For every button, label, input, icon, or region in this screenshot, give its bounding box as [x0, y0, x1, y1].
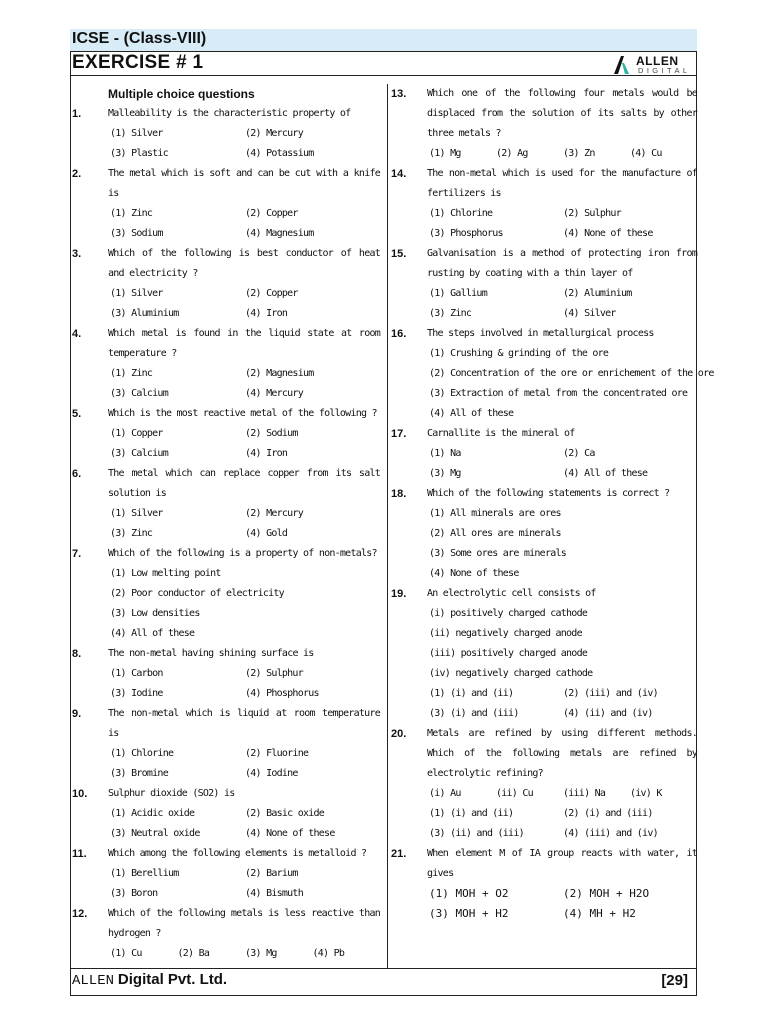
question-number: 2.	[72, 168, 82, 180]
question-item	[72, 544, 380, 644]
question-number: 11.	[72, 848, 87, 860]
option-item: (4) None of these	[245, 828, 335, 839]
option-item: (4) Gold	[245, 528, 288, 539]
options-grid	[429, 144, 697, 164]
option-item: (3) Low densities	[110, 608, 200, 619]
question-text: Metals are refined by using different methods. Which of the following metals are refined by electrolytic refining?	[427, 728, 697, 779]
question-item	[391, 324, 714, 424]
option-item: (1) MOH + O2	[429, 887, 509, 900]
question-text: The non-metal which is used for the manufacture of fertilizers is	[427, 168, 697, 199]
footer-rule	[70, 968, 697, 969]
answer-choice: (3) (ii) and (iii)	[429, 828, 524, 839]
option-item: (3) Calcium	[110, 448, 168, 459]
options-grid	[110, 124, 380, 164]
option-item: (3) MOH + H2	[429, 907, 509, 920]
question-number: 21.	[391, 848, 407, 860]
question-number: 20.	[391, 728, 407, 740]
option-item: (1) Silver	[110, 288, 163, 299]
option-item: (4) Iodine	[245, 768, 298, 779]
option-item: (4) Mercury	[245, 388, 303, 399]
option-item: (1) Silver	[110, 128, 163, 139]
option-item: (2) Poor conductor of electricity	[110, 588, 284, 599]
answer-choice: (1) (i) and (ii)	[429, 808, 514, 819]
logo-brand: ALLEN	[636, 54, 679, 68]
course-header-bar	[70, 29, 697, 52]
question-item	[72, 244, 380, 324]
footer-company: Digital Pvt. Ltd.	[117, 971, 228, 988]
options-grid	[110, 364, 380, 404]
option-item: (2) All ores are minerals	[429, 528, 561, 539]
answer-choices-grid	[429, 684, 697, 724]
option-item: (3) Plastic	[110, 148, 168, 159]
option-item: (1) Chlorine	[110, 748, 174, 759]
exercise-title: EXERCISE # 1	[72, 52, 204, 73]
question-text: Which is the most reactive metal of the following ?	[108, 408, 377, 419]
answer-choice: (4) (ii) and (iv)	[563, 708, 653, 719]
option-item: (3) Neutral oxide	[110, 828, 200, 839]
question-text: Which metal is found in the liquid state at room temperature ?	[108, 328, 380, 359]
answer-choice: (1) (i) and (ii)	[429, 688, 514, 699]
option-item: (i) positively charged cathode	[429, 608, 588, 619]
option-item: (3) Mg	[245, 948, 277, 959]
question-text: Which of the following statements is correct ?	[427, 488, 670, 499]
option-item: (3) Aluminium	[110, 308, 179, 319]
question-item	[72, 104, 380, 164]
options-grid	[110, 744, 380, 784]
left-column	[72, 84, 380, 964]
options-grid	[110, 504, 380, 544]
page-number: [29]	[661, 972, 688, 989]
option-item: (3) Some ores are minerals	[429, 548, 567, 559]
option-item: (1) Copper	[110, 428, 163, 439]
question-text: Carnallite is the mineral of	[427, 428, 575, 439]
option-item: (4) Pb	[312, 948, 345, 959]
option-item: (3) Sodium	[110, 228, 163, 239]
question-text: Which among the following elements is metalloid ?	[108, 848, 367, 859]
option-item: (2) Sodium	[245, 428, 298, 439]
question-number: 6.	[72, 468, 82, 480]
question-number: 17.	[391, 428, 407, 440]
allen-logo-icon	[612, 55, 632, 75]
question-text: Which one of the following four metals would be displaced from the solution of its salts by other three metals ?	[427, 88, 697, 139]
question-text: When element M of IA group reacts with water, it gives	[427, 848, 697, 879]
option-item: (2) Mercury	[245, 508, 303, 519]
question-item	[72, 404, 380, 464]
question-number: 19.	[391, 588, 407, 600]
option-item: (2) Mercury	[245, 128, 303, 139]
option-item: (4) None of these	[429, 568, 519, 579]
question-number: 14.	[391, 168, 407, 180]
option-item: (4) MH + H2	[563, 907, 636, 920]
option-item: (4) All of these	[429, 408, 514, 419]
footer-brand	[72, 971, 227, 989]
option-item: (4) Phosphorus	[245, 688, 319, 699]
question-text: The non-metal which is liquid at room temperature is	[108, 708, 380, 739]
allen-digital-logo	[612, 54, 694, 78]
option-item: (1) Gallium	[429, 288, 487, 299]
option-item: (1) Low melting point	[110, 568, 221, 579]
option-item: (4) All of these	[110, 628, 195, 639]
option-item: (ii) Cu	[496, 788, 533, 799]
option-item: (1) Zinc	[110, 368, 153, 379]
option-item: (3) Iodine	[110, 688, 163, 699]
option-item: (2) Fluorine	[245, 748, 309, 759]
option-item: (4) Cu	[630, 148, 662, 159]
question-item	[391, 584, 697, 724]
question-number: 8.	[72, 648, 82, 660]
question-text: Which of the following is best conductor of heat and electricity ?	[108, 248, 380, 279]
option-item: (4) All of these	[563, 468, 648, 479]
course-title: ICSE - (Class-VIII)	[72, 30, 207, 47]
options-grid	[110, 804, 380, 844]
exercise-header-bar	[70, 52, 697, 76]
question-number: 12.	[72, 908, 88, 920]
options-grid	[429, 604, 697, 684]
option-item: (2) Copper	[245, 288, 298, 299]
question-text: Which of the following is a property of non-metals?	[108, 548, 377, 559]
options-grid	[110, 284, 380, 324]
question-text: Galvanisation is a method of protecting iron from rusting by coating with a thin layer of	[427, 248, 697, 279]
answer-choice: (2) (iii) and (iv)	[563, 688, 658, 699]
option-item: (iii) Na	[563, 788, 606, 799]
option-item: (2) Ba	[177, 948, 210, 959]
question-item	[391, 424, 697, 484]
answer-choice: (3) (i) and (iii)	[429, 708, 519, 719]
logo-sub: DIGITAL	[638, 66, 691, 75]
option-item: (2) Ca	[563, 448, 595, 459]
option-item: (3) Zinc	[110, 528, 153, 539]
option-item: (3) Zn	[563, 148, 595, 159]
option-item: (1) Cu	[110, 948, 142, 959]
question-number: 3.	[72, 248, 82, 260]
options-grid	[429, 284, 697, 324]
option-item: (2) Copper	[245, 208, 298, 219]
options-grid	[110, 664, 380, 704]
question-item	[72, 784, 380, 844]
question-number: 15.	[391, 248, 407, 260]
option-item: (1) Zinc	[110, 208, 153, 219]
option-item: (4) Iron	[245, 308, 288, 319]
question-number: 16.	[391, 328, 407, 340]
option-item: (i) Au	[429, 788, 461, 799]
option-item: (1) Crushing & grinding of the ore	[429, 348, 609, 359]
question-item	[72, 324, 380, 404]
option-item: (4) Silver	[563, 308, 616, 319]
option-item: (2) Ag	[496, 148, 528, 159]
question-text: The non-metal having shining surface is	[108, 648, 314, 659]
question-item	[72, 844, 380, 904]
question-item	[391, 244, 697, 324]
option-item: (3) Zinc	[429, 308, 472, 319]
option-item: (3) Phosphorus	[429, 228, 503, 239]
question-number: 10.	[72, 788, 88, 800]
option-item: (4) None of these	[563, 228, 653, 239]
option-item: (4) Iron	[245, 448, 288, 459]
option-item: (iv) negatively charged cathode	[429, 668, 593, 679]
question-text: The metal which can replace copper from its salt solution is	[108, 468, 380, 499]
option-item: (1) Berellium	[110, 868, 179, 879]
answer-choice: (4) (iii) and (iv)	[563, 828, 658, 839]
question-number: 7.	[72, 548, 82, 560]
question-text: Which of the following metals is less reactive than hydrogen ?	[108, 908, 380, 939]
option-item: (2) Basic oxide	[245, 808, 325, 819]
option-item: (3) Calcium	[110, 388, 168, 399]
option-item: (3) Mg	[429, 468, 461, 479]
question-text: The steps involved in metallurgical process	[427, 328, 654, 339]
column-divider	[387, 84, 388, 968]
options-grid	[429, 504, 697, 584]
question-item	[72, 704, 380, 784]
option-item: (3) Boron	[110, 888, 158, 899]
question-text: Malleability is the characteristic property of	[108, 108, 351, 119]
question-item	[391, 724, 697, 844]
answer-choice: (2) (i) and (iii)	[563, 808, 653, 819]
option-item: (2) MOH + H2O	[563, 887, 650, 900]
question-number: 5.	[72, 408, 82, 420]
question-text: Sulphur dioxide (SO2) is	[108, 788, 235, 799]
option-item: (ii) negatively charged anode	[429, 628, 582, 639]
options-grid	[110, 864, 380, 904]
option-item: (1) Carbon	[110, 668, 163, 679]
option-item: (2) Sulphur	[245, 668, 303, 679]
question-item	[72, 164, 380, 244]
options-grid	[429, 204, 697, 244]
options-grid	[429, 884, 697, 924]
question-number: 4.	[72, 328, 82, 340]
question-text: The metal which is soft and can be cut with a knife is	[108, 168, 380, 199]
option-item: (1) Acidic oxide	[110, 808, 195, 819]
option-item: (1) Silver	[110, 508, 163, 519]
section-title: Multiple choice questions	[108, 87, 255, 101]
option-item: (4) Potassium	[245, 148, 314, 159]
option-item: (2) Barium	[245, 868, 298, 879]
question-text: An electrolytic cell consists of	[427, 588, 596, 599]
question-number: 1.	[72, 108, 82, 120]
options-grid	[110, 564, 380, 644]
option-item: (iii) positively charged anode	[429, 648, 588, 659]
options-grid	[429, 444, 697, 484]
question-number: 13.	[391, 88, 407, 100]
answer-choices-grid	[429, 804, 697, 844]
options-grid	[429, 784, 697, 804]
options-grid	[429, 344, 714, 424]
option-item: (2) Aluminium	[563, 288, 632, 299]
option-item: (1) Mg	[429, 148, 461, 159]
right-column	[391, 84, 714, 924]
option-item: (2) Magnesium	[245, 368, 314, 379]
question-item	[391, 484, 697, 584]
options-grid	[110, 424, 380, 464]
option-item: (2) Concentration of the ore or enrichement of the ore	[429, 368, 714, 379]
option-item: (2) Sulphur	[563, 208, 621, 219]
question-number: 9.	[72, 708, 82, 720]
option-item: (3) Bromine	[110, 768, 168, 779]
question-item	[391, 844, 697, 924]
option-item: (1) All minerals are ores	[429, 508, 561, 519]
option-item: (iv) K	[630, 788, 662, 799]
option-item: (1) Chlorine	[429, 208, 493, 219]
options-grid	[110, 944, 380, 964]
option-item: (4) Magnesium	[245, 228, 314, 239]
footer-brand-name: ALLEN	[72, 973, 115, 989]
option-item: (1) Na	[429, 448, 461, 459]
option-item: (3) Extraction of metal from the concentrated ore	[429, 388, 688, 399]
question-item	[391, 84, 697, 164]
question-item	[72, 644, 380, 704]
question-item	[72, 464, 380, 544]
option-item: (4) Bismuth	[245, 888, 303, 899]
question-number: 18.	[391, 488, 407, 500]
options-grid	[110, 204, 380, 244]
question-item	[391, 164, 697, 244]
question-item	[72, 904, 380, 964]
